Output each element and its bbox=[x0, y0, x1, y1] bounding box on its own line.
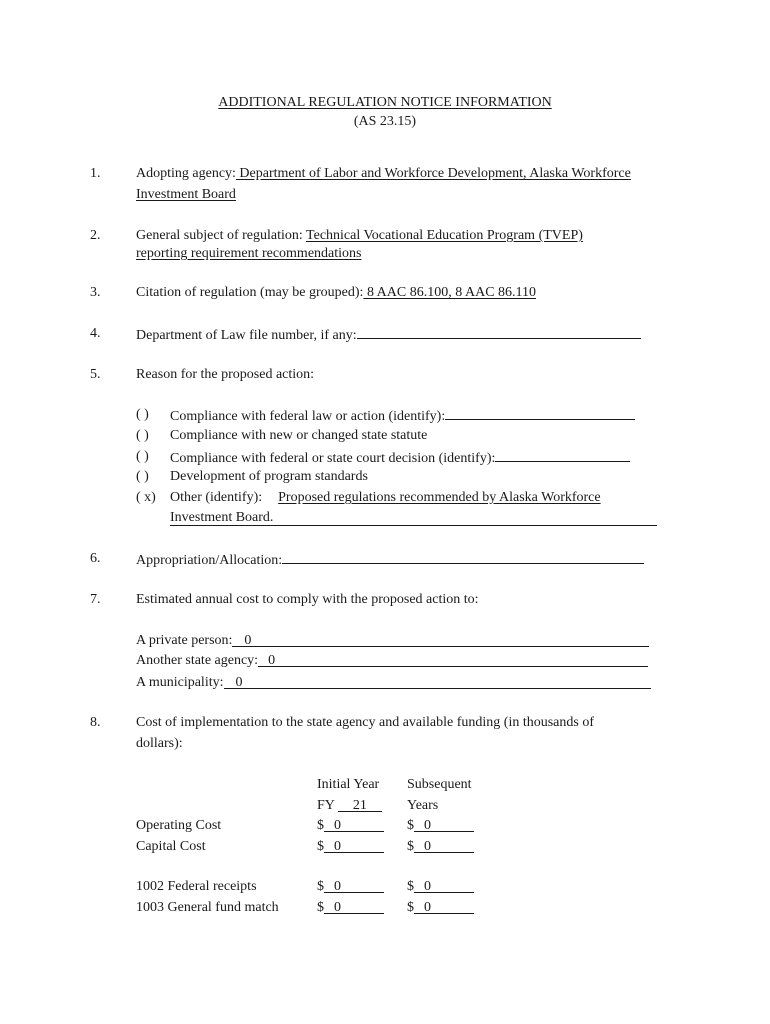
item-2-value-line1: Technical Vocational Education Program (TVEP) bbox=[306, 228, 583, 243]
item-5-other-value-line2: Investment Board. bbox=[170, 510, 274, 525]
item-5-option-label: Development of program standards bbox=[170, 469, 368, 484]
item-1-number: 1. bbox=[90, 166, 101, 181]
item-5-option-text bbox=[170, 448, 630, 468]
item-5-other-line2 bbox=[170, 509, 657, 526]
item-7-row-value-line bbox=[258, 652, 648, 667]
col-subsequent-header: Subsequent bbox=[407, 777, 472, 792]
cost-row-initial bbox=[317, 817, 384, 835]
item-3-number: 3. bbox=[90, 285, 101, 300]
cost-value: 0 bbox=[334, 839, 341, 854]
item-5-other-value-line1: Proposed regulations recommended by Alaska Workforce bbox=[278, 490, 601, 505]
item-6-number: 6. bbox=[90, 551, 101, 566]
item-7-row-value: 0 bbox=[244, 633, 252, 648]
item-2-number: 2. bbox=[90, 228, 101, 243]
fy-year-line bbox=[338, 797, 382, 812]
item-7-row-label: Another state agency: bbox=[136, 653, 259, 668]
item-7-row-municipality bbox=[136, 674, 651, 692]
item-7-row-label: A private person: bbox=[136, 633, 233, 648]
item-5-option-label: Compliance with new or changed state statute bbox=[170, 428, 428, 443]
cost-value-line bbox=[324, 838, 384, 853]
item-5-option-label: Compliance with federal or state court decision (identify): bbox=[170, 451, 496, 466]
item-6-line bbox=[136, 550, 644, 570]
title-text: ADDITIONAL REGULATION NOTICE INFORMATION bbox=[218, 95, 552, 110]
item-5-option-mark: ( ) bbox=[136, 449, 149, 464]
currency-symbol: $ bbox=[407, 900, 414, 915]
item-6-label: Appropriation/Allocation: bbox=[136, 553, 283, 568]
cost-value-line bbox=[324, 899, 384, 914]
cost-row-label: 1003 General fund match bbox=[136, 900, 279, 915]
currency-symbol: $ bbox=[407, 818, 414, 833]
item-2-line1 bbox=[136, 227, 583, 245]
cost-row-initial bbox=[317, 899, 384, 917]
item-5-option-mark: ( ) bbox=[136, 407, 149, 422]
currency-symbol: $ bbox=[317, 818, 324, 833]
item-7-row-label: A municipality: bbox=[136, 675, 224, 690]
item-3-value: 8 AAC 86.100, 8 AAC 86.110 bbox=[363, 285, 537, 300]
item-3-line bbox=[136, 284, 536, 302]
item-7-row-value-line bbox=[232, 632, 649, 647]
item-5-option-blank-line bbox=[445, 406, 635, 420]
item-5-option-blank-line bbox=[495, 448, 630, 462]
col-years-header: Years bbox=[407, 798, 439, 813]
item-7-row-value-line bbox=[224, 674, 651, 689]
fy-label: FY bbox=[317, 798, 335, 813]
cost-value: 0 bbox=[334, 900, 341, 915]
currency-symbol: $ bbox=[407, 879, 414, 894]
item-4-line bbox=[136, 325, 641, 345]
fy-year-value: 21 bbox=[352, 798, 367, 813]
item-2-label: General subject of regulation: bbox=[136, 228, 307, 243]
item-8-label-line2: dollars): bbox=[136, 736, 183, 751]
item-1-value-line2: Investment Board bbox=[136, 187, 236, 202]
item-2-line2 bbox=[136, 245, 361, 263]
cost-row-label: Operating Cost bbox=[136, 818, 222, 833]
cost-row-label: 1002 Federal receipts bbox=[136, 879, 257, 894]
item-4-label: Department of Law file number, if any: bbox=[136, 328, 357, 343]
cost-row-subsequent bbox=[407, 838, 474, 856]
item-7-row-private-person bbox=[136, 632, 649, 650]
item-6-blank-line bbox=[282, 550, 644, 564]
item-1-value-line1: Department of Labor and Workforce Development, Alaska Workforce bbox=[235, 166, 631, 181]
item-5-option-label: Compliance with federal law or action (identify): bbox=[170, 409, 446, 424]
item-5-label: Reason for the proposed action: bbox=[136, 367, 315, 382]
cost-row-initial bbox=[317, 838, 384, 856]
item-7-row-value: 0 bbox=[268, 653, 276, 668]
cost-value-line bbox=[324, 817, 384, 832]
item-7-row-state-agency bbox=[136, 652, 648, 670]
item-2-value-line2: reporting requirement recommendations bbox=[136, 246, 362, 261]
item-1-label: Adopting agency: bbox=[136, 166, 236, 181]
item-7-row-value: 0 bbox=[235, 675, 243, 690]
cost-value-line bbox=[414, 899, 474, 914]
item-7-label: Estimated annual cost to comply with the proposed action to: bbox=[136, 592, 479, 607]
cost-row-subsequent bbox=[407, 878, 474, 896]
item-8-label-line1: Cost of implementation to the state agency and available funding (in thousands of bbox=[136, 715, 595, 730]
item-5-option-other bbox=[170, 489, 601, 507]
statute-reference: (AS 23.15) bbox=[353, 114, 417, 129]
item-5-other-label: Other (identify): bbox=[170, 490, 263, 505]
cost-value: 0 bbox=[334, 818, 341, 833]
item-5-option-mark: ( ) bbox=[136, 469, 149, 484]
page-title bbox=[0, 94, 770, 112]
cost-value-line bbox=[324, 878, 384, 893]
item-8-number: 8. bbox=[90, 715, 101, 730]
item-5-number: 5. bbox=[90, 367, 101, 382]
cost-value-line bbox=[414, 878, 474, 893]
item-5-option-mark-selected: ( x) bbox=[136, 490, 156, 505]
cost-value: 0 bbox=[334, 879, 341, 894]
cost-value: 0 bbox=[424, 879, 431, 894]
item-1-line2 bbox=[136, 186, 236, 204]
cost-value: 0 bbox=[424, 900, 431, 915]
item-5-option-text bbox=[170, 406, 635, 426]
item-3-label: Citation of regulation (may be grouped): bbox=[136, 285, 364, 300]
currency-symbol: $ bbox=[317, 900, 324, 915]
currency-symbol: $ bbox=[317, 879, 324, 894]
cost-row-subsequent bbox=[407, 899, 474, 917]
cost-value-line bbox=[414, 838, 474, 853]
col-fiscal-year bbox=[317, 797, 382, 815]
cost-value-line bbox=[414, 817, 474, 832]
item-7-number: 7. bbox=[90, 592, 101, 607]
cost-value: 0 bbox=[424, 839, 431, 854]
item-1-line1 bbox=[136, 165, 631, 183]
item-4-blank-line bbox=[357, 325, 641, 339]
item-5-option-mark: ( ) bbox=[136, 428, 149, 443]
currency-symbol: $ bbox=[407, 839, 414, 854]
col-initial-year-header: Initial Year bbox=[317, 777, 380, 792]
currency-symbol: $ bbox=[317, 839, 324, 854]
cost-value: 0 bbox=[424, 818, 431, 833]
item-4-number: 4. bbox=[90, 326, 101, 341]
cost-row-subsequent bbox=[407, 817, 474, 835]
cost-row-initial bbox=[317, 878, 384, 896]
cost-row-label: Capital Cost bbox=[136, 839, 206, 854]
